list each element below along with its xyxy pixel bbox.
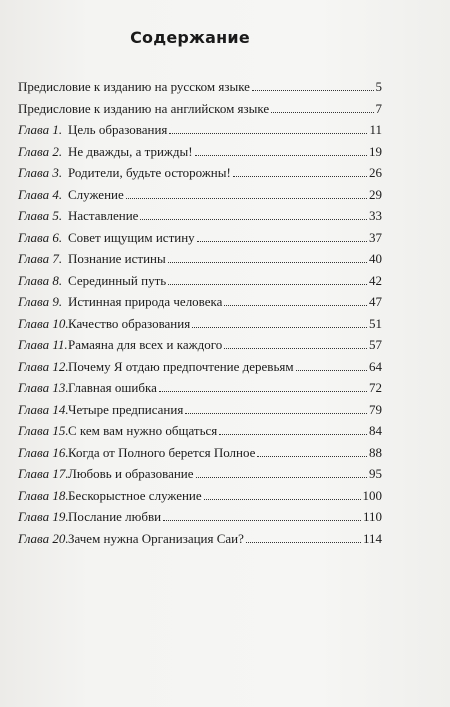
- toc-entry-page: 64: [369, 358, 382, 374]
- toc-entry-title: Наставление: [68, 208, 139, 223]
- dot-leader: [296, 370, 367, 371]
- dot-leader: [168, 284, 367, 285]
- toc-entry-page: 88: [369, 444, 382, 460]
- toc-entry-page: 5: [375, 79, 382, 94]
- dot-leader: [163, 520, 361, 521]
- toc-entry-page: 84: [369, 423, 382, 438]
- toc-entry-title: Когда от Полного берется Полное: [68, 444, 256, 460]
- toc-entry: [18, 509, 382, 531]
- toc-entry-title: Рамаяна для всех и каждого: [68, 337, 223, 352]
- toc-entry-title: Бескорыстное служение: [68, 487, 202, 503]
- toc-entry: [18, 187, 382, 209]
- toc-entry-page: 95: [369, 466, 382, 481]
- toc-entry-page: 37: [369, 229, 382, 245]
- chapter-label: Глава 10.: [18, 315, 69, 331]
- dot-leader: [169, 133, 367, 134]
- toc-entry-title: Служение: [68, 186, 124, 202]
- dot-leader: [252, 90, 374, 91]
- chapter-label: Глава 5.: [18, 208, 63, 223]
- table-of-contents: [18, 79, 382, 552]
- toc-entry: [18, 208, 382, 230]
- dot-leader: [168, 262, 367, 263]
- dot-leader: [195, 155, 367, 156]
- toc-entry-title: Почему Я отдаю предпочтение деревьям: [68, 358, 294, 374]
- dot-leader: [224, 348, 367, 349]
- toc-entry-title: Послание любви: [68, 509, 162, 524]
- toc-entry: [18, 380, 382, 402]
- toc-entry-title: Родители, будьте осторожны!: [68, 165, 231, 180]
- toc-entry-page: 114: [362, 530, 382, 546]
- toc-entry: [18, 466, 382, 488]
- toc-entry-page: 11: [369, 122, 382, 137]
- chapter-label: Глава 1.: [18, 122, 63, 137]
- toc-entry-title: Предисловие к изданию на английском языке: [18, 100, 270, 116]
- dot-leader: [192, 327, 367, 328]
- chapter-label: Глава 17.: [18, 466, 69, 481]
- chapter-label: Глава 13.: [18, 380, 69, 395]
- dot-leader: [197, 241, 367, 242]
- dot-leader: [159, 391, 367, 392]
- toc-entry-page: 29: [369, 186, 382, 202]
- chapter-label: Глава 8.: [18, 272, 63, 288]
- toc-entry-page: 19: [369, 143, 382, 159]
- dot-leader: [257, 456, 367, 457]
- toc-entry-title: Не дважды, а трижды!: [68, 143, 193, 159]
- chapter-label: Глава 16.: [18, 444, 69, 460]
- toc-entry: [18, 79, 382, 101]
- toc-entry-title: Познание истины: [68, 251, 166, 266]
- dot-leader: [224, 305, 367, 306]
- toc-entry-page: 7: [375, 100, 382, 116]
- toc-entry: [18, 402, 382, 424]
- page-title: Содержание: [130, 28, 250, 47]
- chapter-label: Глава 20.: [18, 530, 69, 546]
- chapter-label: Глава 3.: [18, 165, 63, 180]
- toc-entry: [18, 445, 382, 467]
- chapter-label: Глава 19.: [18, 509, 69, 524]
- chapter-label: Глава 11.: [18, 337, 68, 352]
- toc-entry-title: Совет ищущим истину: [68, 229, 195, 245]
- toc-entry-title: Главная ошибка: [68, 380, 157, 395]
- toc-entry-title: Цель образования: [68, 122, 168, 137]
- toc-entry: [18, 273, 382, 295]
- toc-entry-page: 40: [369, 251, 382, 266]
- toc-entry-title: Предисловие к изданию на русском языке: [18, 79, 250, 94]
- dot-leader: [271, 112, 373, 113]
- toc-entry-page: 42: [369, 272, 382, 288]
- chapter-label: Глава 2.: [18, 143, 63, 159]
- dot-leader: [126, 198, 367, 199]
- dot-leader: [196, 477, 367, 478]
- toc-entry: [18, 144, 382, 166]
- toc-entry-title: Истинная природа человека: [68, 294, 223, 309]
- dot-leader: [246, 542, 361, 543]
- chapter-label: Глава 4.: [18, 186, 63, 202]
- toc-entry: [18, 230, 382, 252]
- chapter-label: Глава 18.: [18, 487, 69, 503]
- toc-entry-page: 51: [369, 315, 382, 331]
- toc-entry: [18, 122, 382, 144]
- chapter-label: Глава 15.: [18, 423, 69, 438]
- toc-entry: [18, 488, 382, 510]
- toc-entry-title: Зачем нужна Организация Саи?: [68, 530, 244, 546]
- dot-leader: [204, 499, 361, 500]
- toc-entry-title: Качество образования: [68, 315, 191, 331]
- toc-entry: [18, 101, 382, 123]
- dot-leader: [233, 176, 367, 177]
- toc-entry: [18, 337, 382, 359]
- toc-entry: [18, 165, 382, 187]
- chapter-label: Глава 6.: [18, 229, 63, 245]
- toc-entry-title: Любовь и образование: [68, 466, 194, 481]
- dot-leader: [219, 434, 367, 435]
- chapter-label: Глава 12.: [18, 358, 69, 374]
- toc-entry: [18, 294, 382, 316]
- toc-entry-page: 47: [369, 294, 382, 309]
- toc-entry-page: 79: [369, 401, 382, 417]
- toc-entry-page: 100: [362, 487, 382, 503]
- toc-entry-page: 110: [362, 509, 382, 524]
- toc-entry: [18, 423, 382, 445]
- toc-entry: [18, 531, 382, 553]
- toc-entry: [18, 316, 382, 338]
- toc-entry: [18, 359, 382, 381]
- toc-entry: [18, 251, 382, 273]
- dot-leader: [140, 219, 367, 220]
- chapter-label: Глава 7.: [18, 251, 63, 266]
- toc-entry-page: 57: [369, 337, 382, 352]
- chapter-label: Глава 9.: [18, 294, 63, 309]
- toc-entry-page: 72: [369, 380, 382, 395]
- toc-entry-title: Четыре предписания: [68, 401, 184, 417]
- toc-entry-title: С кем вам нужно общаться: [68, 423, 218, 438]
- toc-entry-title: Серединный путь: [68, 272, 167, 288]
- toc-entry-page: 26: [369, 165, 382, 180]
- chapter-label: Глава 14.: [18, 401, 69, 417]
- dot-leader: [185, 413, 367, 414]
- toc-entry-page: 33: [369, 208, 382, 223]
